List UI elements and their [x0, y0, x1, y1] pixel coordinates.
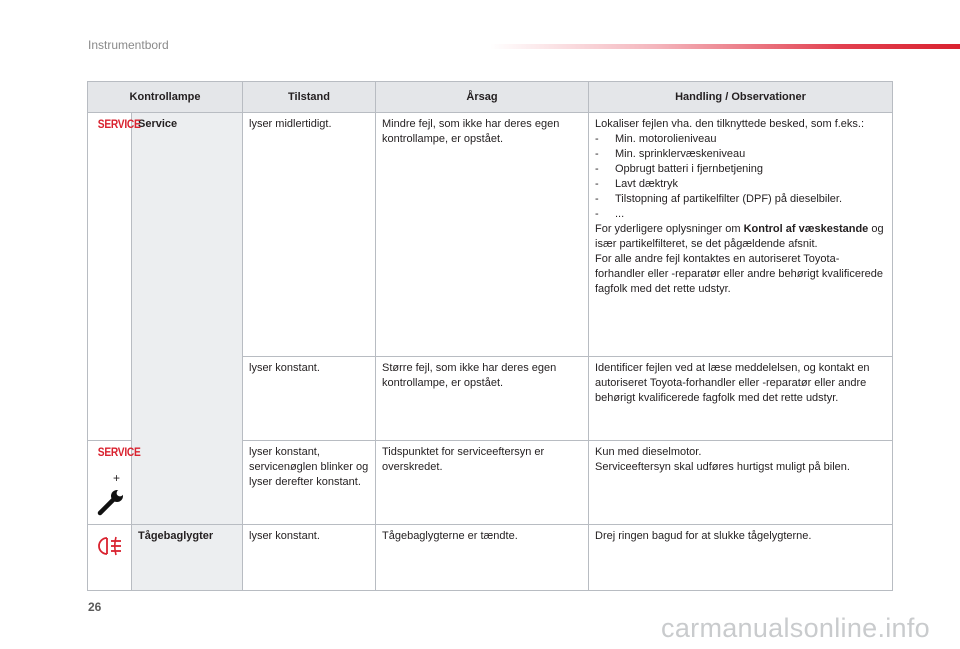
list-item-text: Lavt dæktryk	[615, 178, 678, 190]
table-row	[88, 525, 893, 591]
header-lamp: Kontrollampe	[88, 82, 243, 113]
state-cell: lyser midlertidigt.	[243, 113, 376, 357]
state-cell: lyser konstant, servicenøglen blinker og lyser derefter konstant.	[243, 441, 376, 525]
action-cell: Identificer fejlen ved at læse meddelelsen, og kontakt en autoriseret Toyota-forhandler eller -reparatør eller andre behørigt kvalificerede fagfolk med det rette udstyr.	[589, 357, 893, 441]
service-icon-cell	[88, 113, 141, 441]
list-dash: -	[595, 148, 599, 160]
list-item-text: Min. motorolieniveau	[615, 133, 717, 145]
cause-cell: Mindre fejl, som ikke har deres egen kontrollampe, er opstået.	[376, 113, 589, 357]
list-item	[595, 207, 886, 222]
list-item-text: Opbrugt batteri i fjernbetjening	[615, 163, 763, 175]
table-header-row	[88, 82, 893, 113]
list-item-text: ...	[615, 208, 625, 220]
header-accent-bar	[490, 44, 960, 49]
service-warning-icon: SERVICE	[97, 117, 141, 131]
section-title: Instrumentbord	[88, 38, 169, 52]
list-dash: -	[595, 208, 599, 220]
list-item	[595, 132, 886, 147]
lamp-name-service: Service	[132, 113, 243, 525]
state-cell: lyser konstant.	[243, 525, 376, 591]
list-item	[595, 177, 886, 192]
list-dash: -	[595, 193, 599, 205]
header-action: Handling / Observationer	[589, 82, 893, 113]
cause-cell: Tågebaglygterne er tændte.	[376, 525, 589, 591]
action-cell	[589, 113, 893, 357]
state-cell: lyser konstant.	[243, 357, 376, 441]
service-wrench-icon-cell	[88, 441, 141, 525]
page-number: 26	[88, 600, 102, 614]
rear-fog-light-icon	[95, 535, 125, 557]
list-item-text: Min. sprinklervæskeniveau	[615, 148, 746, 160]
watermark: carmanualsonline.info	[661, 613, 930, 643]
list-dash: -	[595, 178, 599, 190]
action-cell: Drej ringen bagud for at slukke tågelygterne.	[589, 525, 893, 591]
cause-cell: Tidspunktet for serviceeftersyn er overskredet.	[376, 441, 589, 525]
more-info-link-text: Kontrol af væskestande	[743, 223, 869, 235]
action-line-2: Serviceeftersyn skal udføres hurtigst muligt på bilen.	[595, 461, 850, 473]
header-state: Tilstand	[243, 82, 376, 113]
list-dash: -	[595, 163, 599, 175]
plus-sign: +	[112, 471, 120, 485]
list-item	[595, 192, 886, 207]
header-cause: Årsag	[376, 82, 589, 113]
lamp-name-fog: Tågebaglygter	[132, 525, 243, 591]
more-info-text	[595, 222, 886, 252]
list-item	[595, 147, 886, 162]
list-item-text: Tilstopning af partikelfilter (DPF) på dieselbiler.	[615, 193, 843, 205]
list-dash: -	[595, 133, 599, 145]
fog-icon-cell	[88, 525, 132, 591]
list-item	[595, 162, 886, 177]
warning-lamps-table	[87, 81, 893, 591]
other-faults-text: For alle andre fejl kontaktes en autoriseret Toyota-forhandler eller -reparatør eller andre behørigt kvalificerede fagfolk med det rette udstyr.	[595, 253, 883, 295]
cause-cell: Større fejl, som ikke har deres egen kontrollampe, er opstået.	[376, 357, 589, 441]
more-info-post: og især partikelfilteret, se det pågældende afsnit.	[595, 223, 884, 250]
more-info-pre: For yderligere oplysninger om	[595, 223, 744, 235]
action-intro: Lokaliser fejlen vha. den tilknyttede besked, som f.eks.:	[595, 118, 865, 130]
action-line-1: Kun med dieselmotor.	[595, 446, 702, 458]
service-warning-icon: SERVICE	[97, 445, 141, 459]
action-cell	[589, 441, 893, 525]
wrench-icon	[95, 488, 125, 518]
table-row	[88, 113, 893, 357]
